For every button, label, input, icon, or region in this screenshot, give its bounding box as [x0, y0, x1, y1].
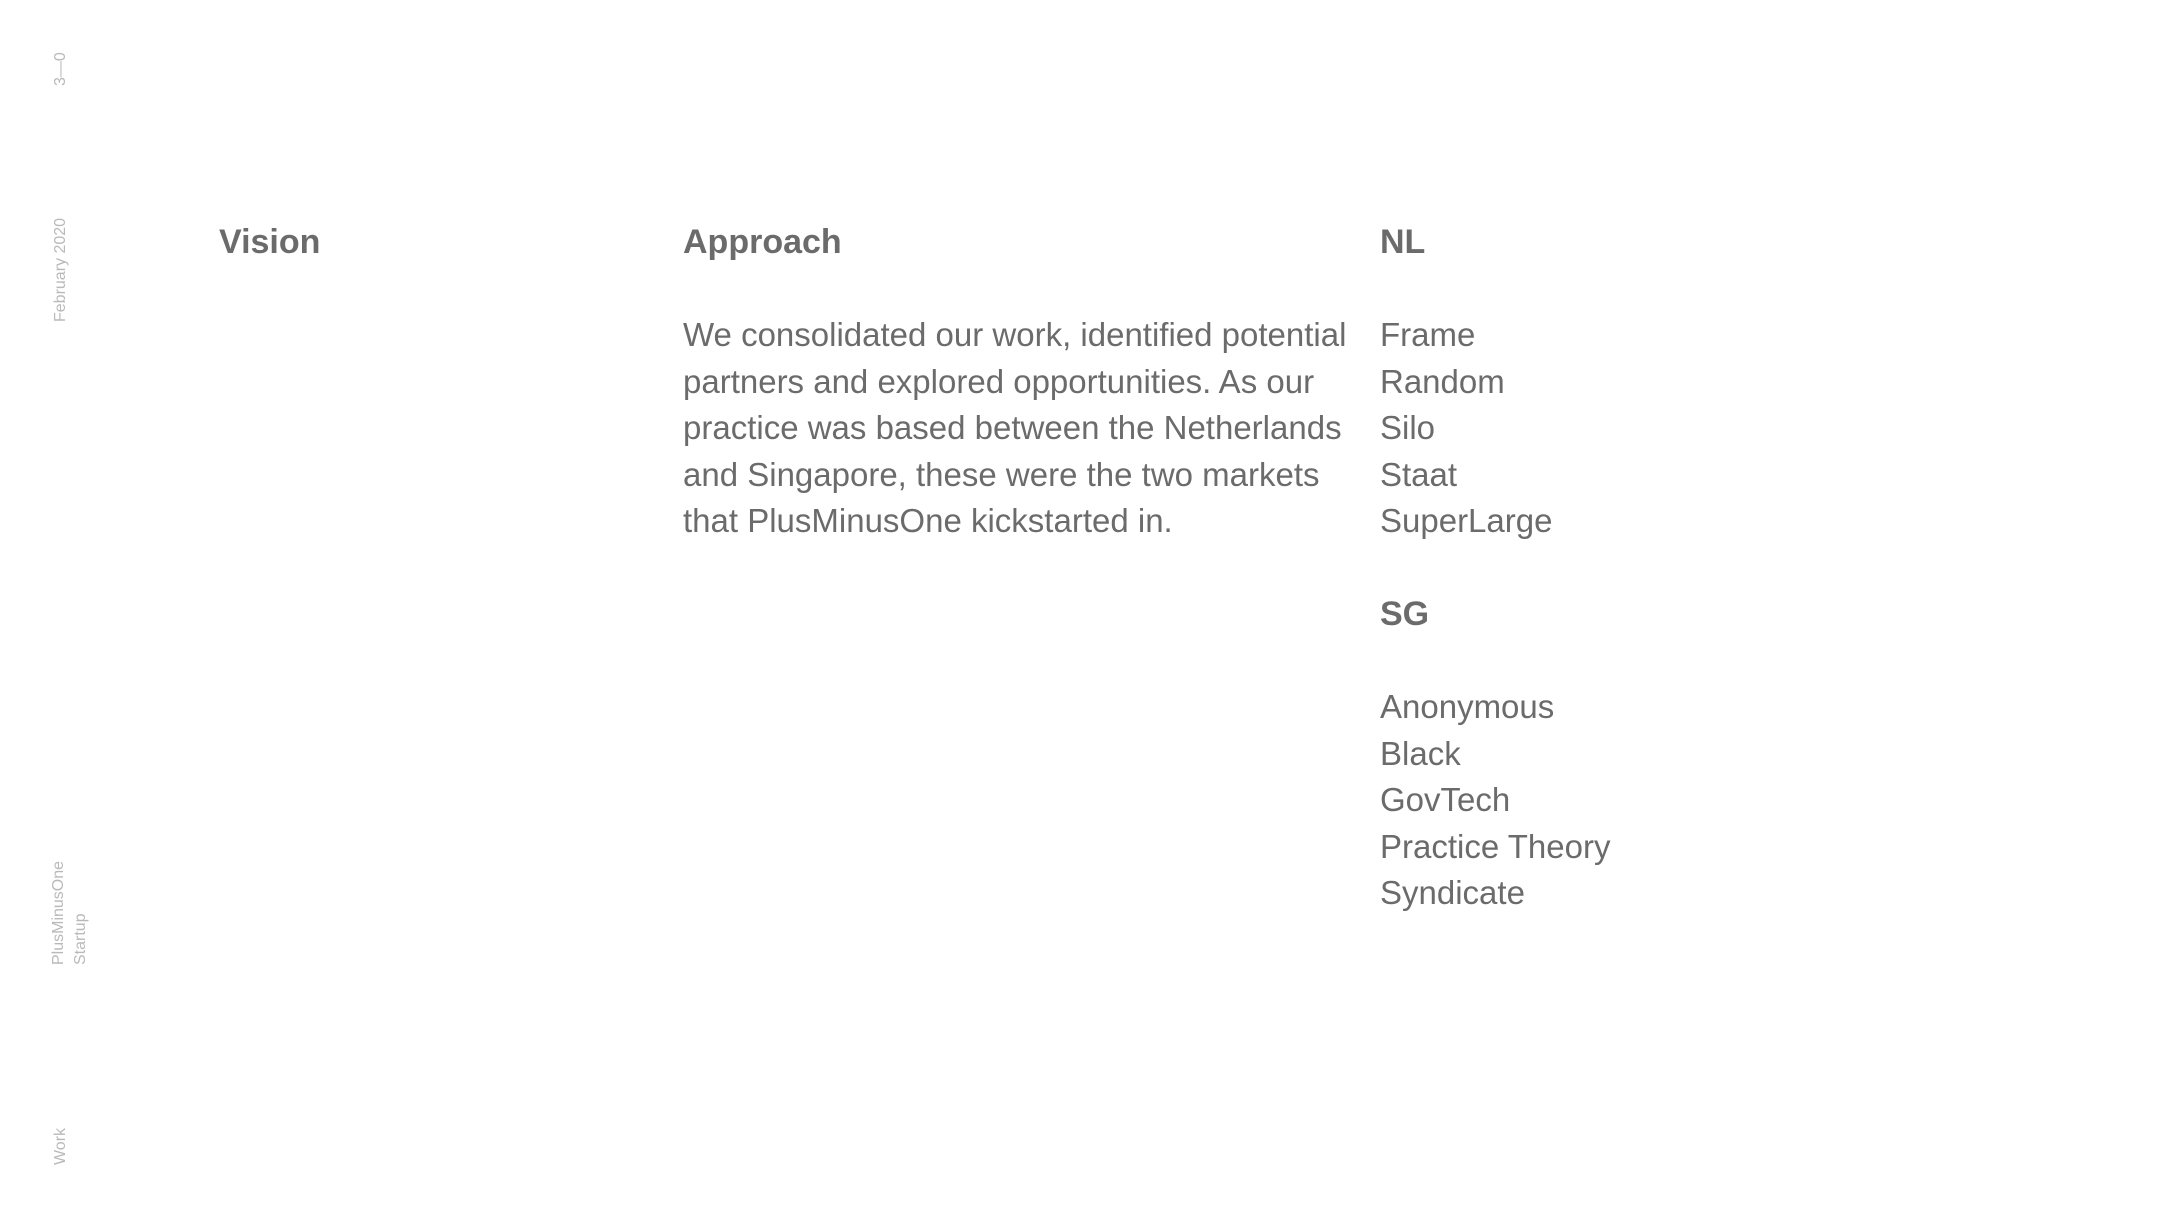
- page-number: 3—0: [52, 52, 69, 86]
- list-item: Black: [1380, 734, 1461, 772]
- nl-list: [1380, 312, 1552, 545]
- list-item: Anonymous: [1380, 688, 1555, 725]
- list-item: Practice Theory: [1380, 827, 1611, 865]
- date-label: February 2020: [52, 217, 69, 322]
- list-item: GovTech: [1380, 781, 1511, 818]
- project-name: PlusMinusOne: [50, 860, 67, 965]
- project-label: [48, 861, 92, 965]
- approach-heading: Approach: [683, 223, 842, 261]
- list-item: Silo: [1380, 409, 1436, 446]
- project-category: Startup: [72, 913, 89, 965]
- approach-text: We consolidated our work, identified potential partners and explored opportunities. As our practice was based between the Netherlands and Singapore, these were the two markets that PlusMinusOne kickstarted in.: [683, 316, 1347, 539]
- nl-heading: NL: [1380, 223, 1426, 261]
- list-item: Random: [1380, 362, 1505, 400]
- section-label: Work: [52, 1127, 69, 1165]
- list-item: SuperLarge: [1380, 502, 1553, 539]
- list-item: Frame: [1380, 316, 1476, 353]
- list-item: Staat: [1380, 455, 1458, 493]
- list-item: Syndicate: [1380, 874, 1525, 911]
- sg-heading: SG: [1380, 595, 1430, 633]
- vision-heading: Vision: [219, 223, 321, 261]
- sg-list: [1380, 684, 1610, 917]
